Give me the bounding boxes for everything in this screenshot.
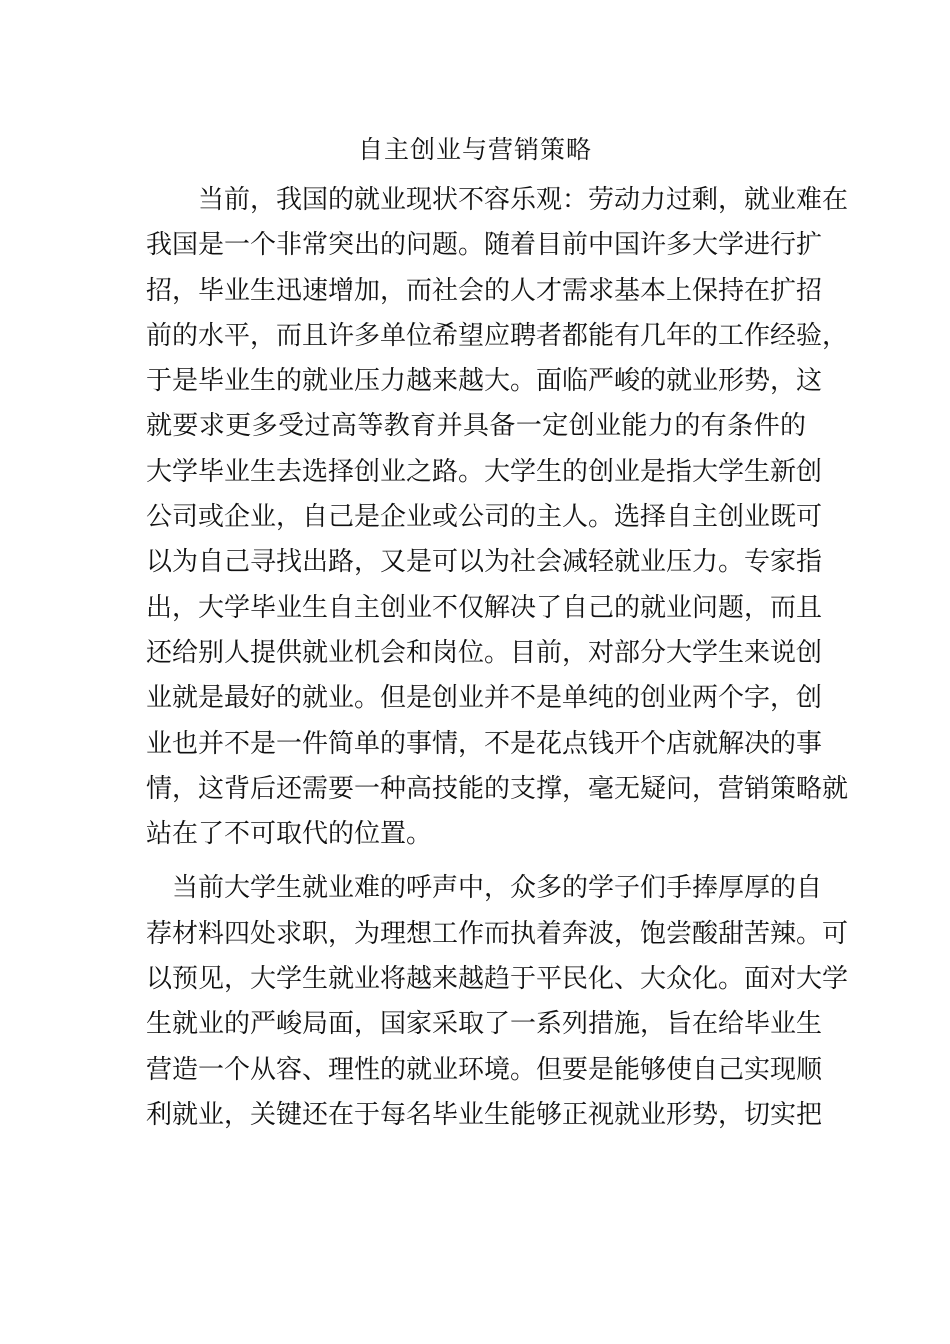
document-body (146, 178, 849, 1138)
paragraph-line: 荐材料四处求职，为理想工作而执着奔波，饱尝酸甜苦辣。可 (146, 918, 849, 949)
paragraph-line: 营造一个从容、理性的就业环境。但要是能够使自己实现顺 (146, 1054, 823, 1085)
paragraph-line: 生就业的严峻局面，国家采取了一系列措施，旨在给毕业生 (146, 1009, 823, 1040)
paragraph-line: 于是毕业生的就业压力越来越大。面临严峻的就业形势，这 (146, 366, 823, 397)
paragraph-line: 前的水平，而且许多单位希望应聘者都能有几年的工作经验， (146, 320, 849, 351)
paragraph-line: 还给别人提供就业机会和岗位。目前，对部分大学生来说创 (146, 637, 823, 668)
paragraph-2 (146, 866, 849, 1138)
paragraph-line: 站在了不可取代的位置。 (146, 819, 433, 850)
paragraph-line: 业就是最好的就业。但是创业并不是单纯的创业两个字，创 (146, 683, 823, 714)
paragraph-line: 利就业，关键还在于每名毕业生能够正视就业形势，切实把 (146, 1099, 823, 1130)
paragraph-line: 以为自己寻找出路，又是可以为社会减轻就业压力。专家指 (146, 547, 823, 578)
document-title: 自主创业与营销策略 (357, 135, 592, 164)
paragraph-line: 情，这背后还需要一种高技能的支撑，毫无疑问，营销策略就 (146, 773, 849, 804)
paragraph-line: 招，毕业生迅速增加，而社会的人才需求基本上保持在扩招 (146, 275, 823, 306)
paragraph-line: 出，大学毕业生自主创业不仅解决了自己的就业问题，而且 (146, 592, 823, 623)
paragraph-line: 以预见，大学生就业将越来越趋于平民化、大众化。面对大学 (146, 964, 849, 995)
paragraph-line: 当前大学生就业难的呼声中，众多的学子们手捧厚厚的自 (172, 873, 823, 904)
paragraph-line: 大学毕业生去选择创业之路。大学生的创业是指大学生新创 (146, 456, 823, 487)
paragraph-line: 当前，我国的就业现状不容乐观：劳动力过剩，就业难在 (198, 185, 849, 215)
paragraph-line: 就要求更多受过高等教育并具备一定创业能力的有条件的 (146, 411, 806, 442)
paragraph-line: 公司或企业，自己是企业或公司的主人。选择自主创业既可 (146, 502, 823, 533)
paragraph-1 (146, 178, 849, 857)
paragraph-line: 我国是一个非常突出的问题。随着目前中国许多大学进行扩 (146, 230, 823, 261)
paragraph-spacer (146, 857, 806, 866)
paragraph-line: 业也并不是一件简单的事情，不是花点钱开个店就解决的事 (146, 728, 823, 759)
